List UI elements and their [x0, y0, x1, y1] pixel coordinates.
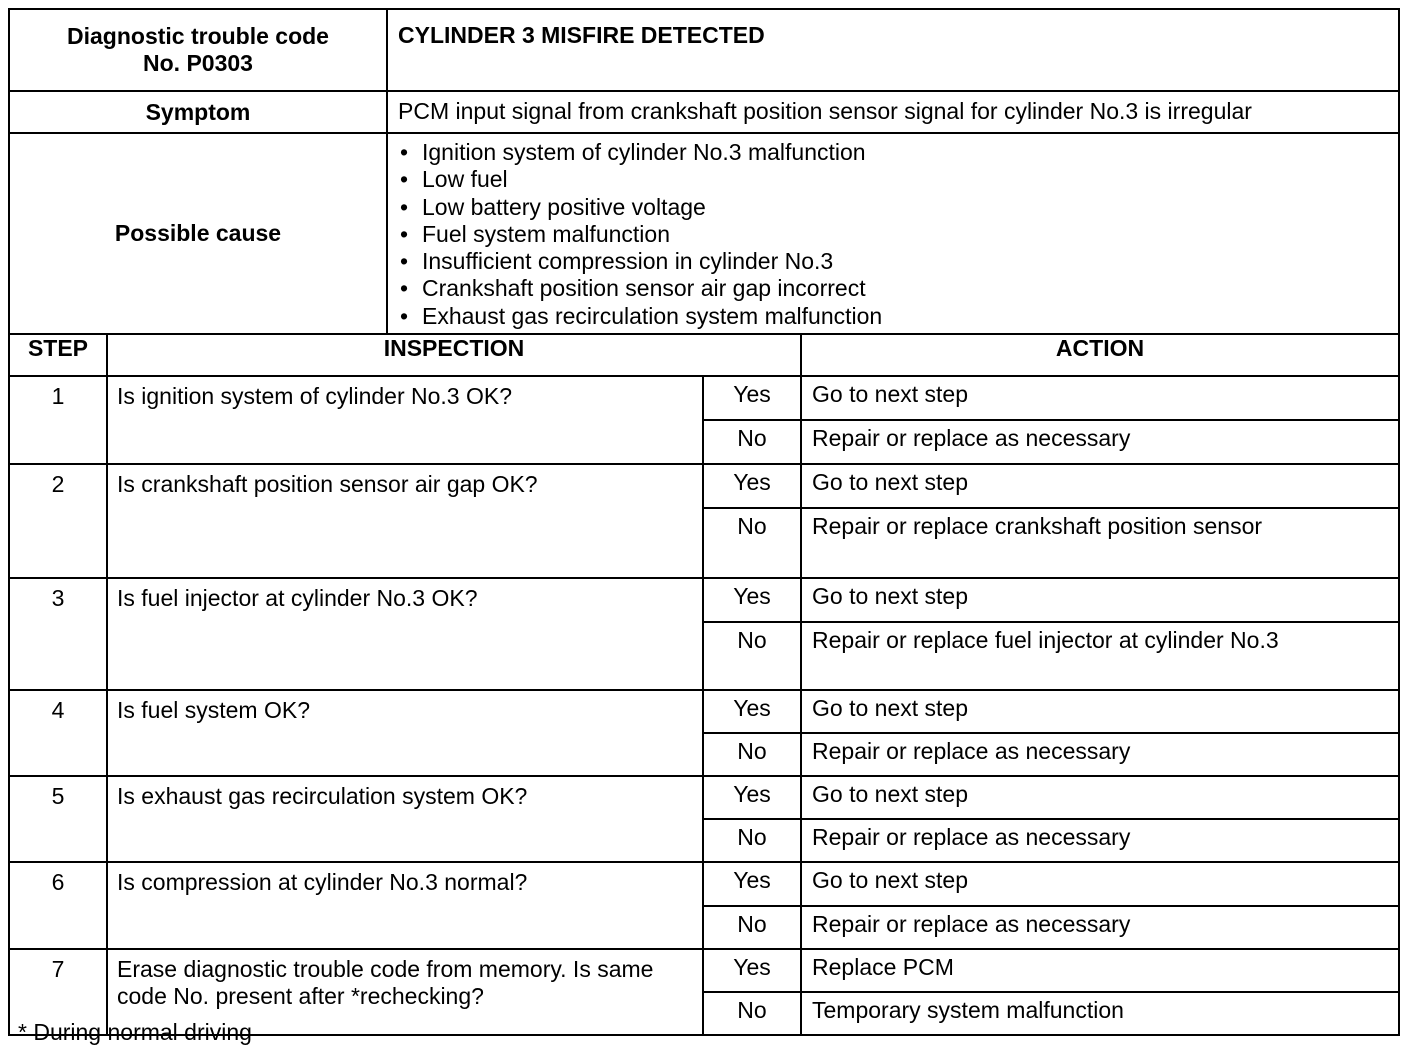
step-number: 6 [9, 862, 107, 949]
step-inspection: Is exhaust gas recirculation system OK? [107, 776, 703, 862]
possible-cause-row [9, 133, 1399, 334]
symptom-label: Symptom [9, 91, 387, 133]
yes-label: Yes [703, 578, 801, 622]
no-label: No [703, 733, 801, 776]
yes-label: Yes [703, 862, 801, 906]
step-number: 1 [9, 376, 107, 464]
cause-item: • Insufficient compression in cylinder No.3 [398, 248, 1398, 275]
cause-item: • Low battery positive voltage [398, 194, 1398, 221]
step-inspection: Is fuel system OK? [107, 690, 703, 776]
no-label: No [703, 622, 801, 690]
yes-label: Yes [703, 776, 801, 819]
step-inspection: Is ignition system of cylinder No.3 OK? [107, 376, 703, 464]
possible-cause-label: Possible cause [9, 133, 387, 334]
possible-cause-list [398, 134, 1398, 333]
step-row-yes [9, 862, 1399, 906]
step-row-yes [9, 776, 1399, 819]
step-inspection: Is fuel injector at cylinder No.3 OK? [107, 578, 703, 690]
possible-cause-cell [387, 133, 1399, 334]
step-number: 7 [9, 949, 107, 1035]
action-column-header: ACTION [801, 335, 1399, 376]
no-label: No [703, 420, 801, 464]
no-label: No [703, 508, 801, 578]
yes-action: Go to next step [801, 776, 1399, 819]
yes-action: Go to next step [801, 862, 1399, 906]
dtc-code-label: Diagnostic trouble code No. P0303 [9, 9, 387, 91]
no-action: Repair or replace as necessary [801, 906, 1399, 949]
cause-item: • Low fuel [398, 166, 1398, 193]
yes-label: Yes [703, 376, 801, 420]
no-label: No [703, 992, 801, 1035]
step-inspection: Is crankshaft position sensor air gap OK? [107, 464, 703, 578]
yes-action: Go to next step [801, 578, 1399, 622]
no-action: Repair or replace as necessary [801, 420, 1399, 464]
step-inspection: Is compression at cylinder No.3 normal? [107, 862, 703, 949]
dtc-title-row [9, 9, 1399, 91]
inspection-column-header: INSPECTION [107, 335, 801, 376]
step-row-yes [9, 949, 1399, 992]
dtc-header-table [8, 8, 1400, 335]
step-number: 5 [9, 776, 107, 862]
cause-item: • Fuel system malfunction [398, 221, 1398, 248]
yes-label: Yes [703, 690, 801, 733]
no-label: No [703, 906, 801, 949]
cause-item: • Crankshaft position sensor air gap incorrect [398, 275, 1398, 302]
step-column-header: STEP [9, 335, 107, 376]
step-number: 2 [9, 464, 107, 578]
diagnostic-document [8, 8, 1400, 1036]
symptom-row [9, 91, 1399, 133]
no-action: Temporary system malfunction [801, 992, 1399, 1035]
step-row-yes [9, 578, 1399, 622]
inspection-steps-table [8, 335, 1400, 1036]
yes-label: Yes [703, 464, 801, 508]
footnote: * During normal driving [18, 1019, 252, 1045]
step-number: 4 [9, 690, 107, 776]
dtc-code-title: CYLINDER 3 MISFIRE DETECTED [387, 9, 1399, 91]
yes-action: Go to next step [801, 376, 1399, 420]
no-action: Repair or replace crankshaft position sensor [801, 508, 1399, 578]
step-inspection: Erase diagnostic trouble code from memory. Is same code No. present after *rechecking? [107, 949, 703, 1035]
cause-item: • Exhaust gas recirculation system malfunction [398, 303, 1398, 330]
no-label: No [703, 819, 801, 862]
no-action: Repair or replace as necessary [801, 819, 1399, 862]
step-row-yes [9, 376, 1399, 420]
yes-action: Go to next step [801, 690, 1399, 733]
no-action: Repair or replace as necessary [801, 733, 1399, 776]
step-row-yes [9, 690, 1399, 733]
symptom-text: PCM input signal from crankshaft position sensor signal for cylinder No.3 is irregular [387, 91, 1399, 133]
steps-header-row [9, 335, 1399, 376]
yes-action: Go to next step [801, 464, 1399, 508]
cause-item: • Ignition system of cylinder No.3 malfunction [398, 139, 1398, 166]
step-number: 3 [9, 578, 107, 690]
yes-action: Replace PCM [801, 949, 1399, 992]
step-row-yes [9, 464, 1399, 508]
no-action: Repair or replace fuel injector at cylinder No.3 [801, 622, 1399, 690]
yes-label: Yes [703, 949, 801, 992]
